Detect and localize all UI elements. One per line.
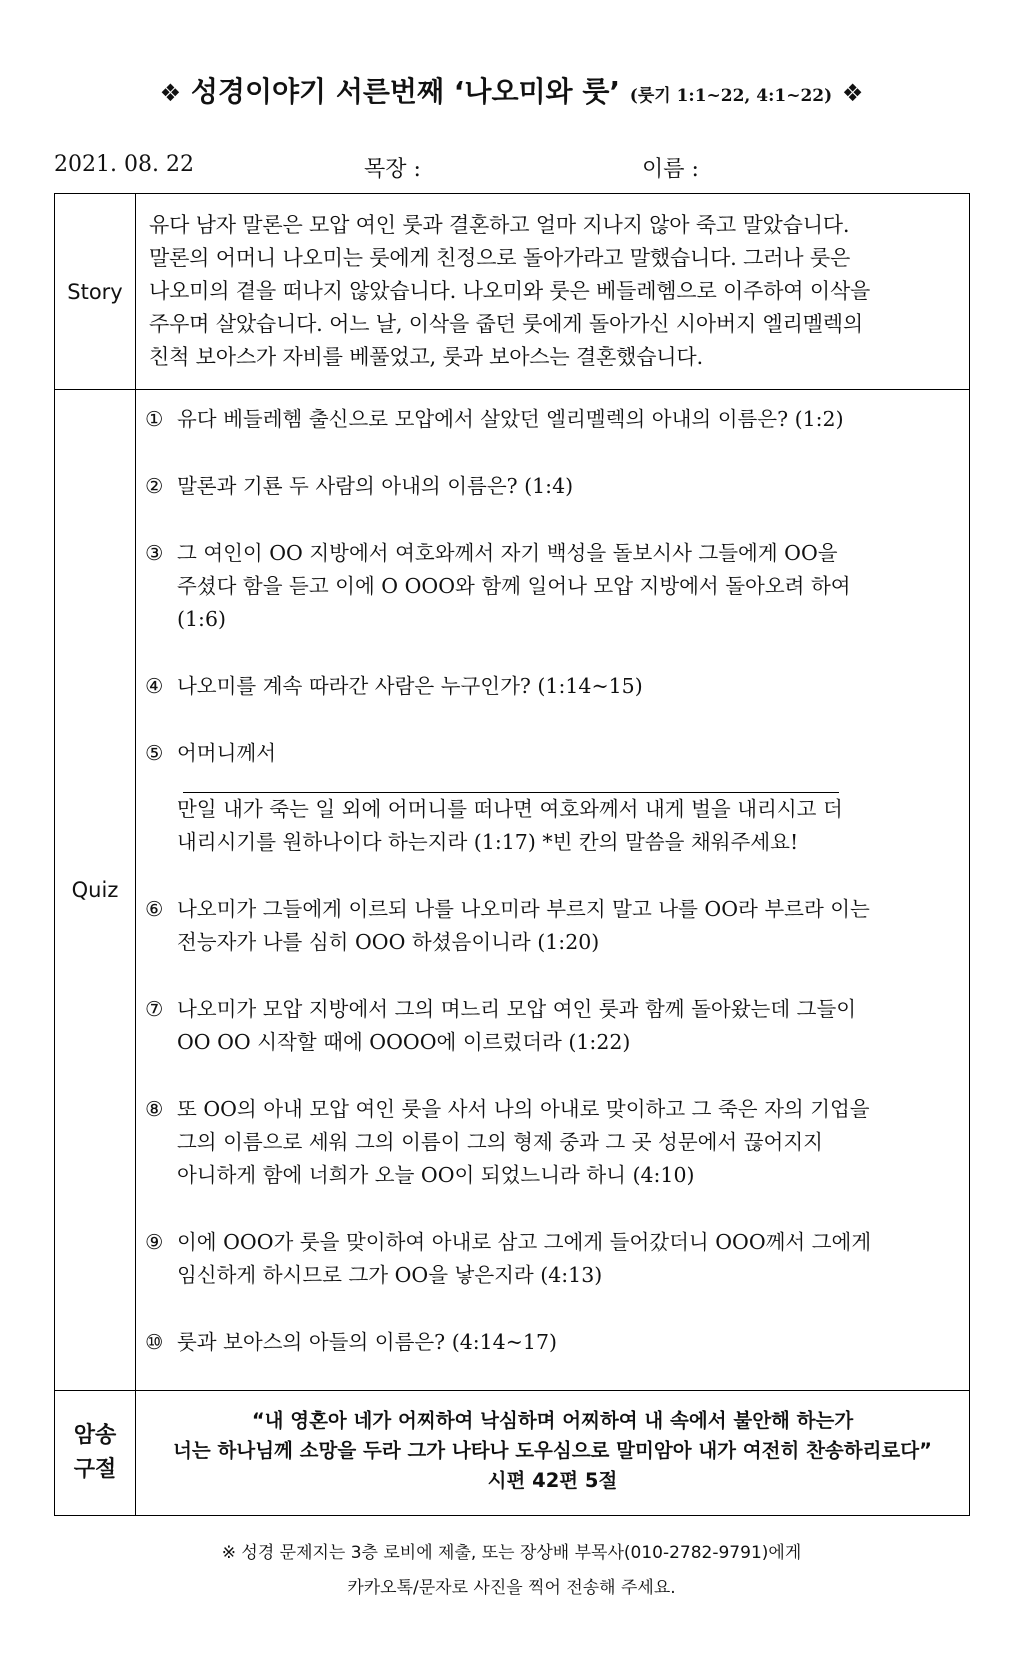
verse-line: 너는 하나님께 소망을 두라 그가 나타나 도우심으로 말미암아 내가 여전히 찬송하리로다” [173, 1439, 932, 1462]
quiz-line: 그 여인이 OO 지방에서 여호와께서 자기 백성을 돌보시사 그들에게 OO을 [177, 541, 838, 565]
diamond-icon: ❖ [159, 79, 182, 107]
quiz-item [145, 737, 958, 859]
quiz-line: 전능자가 나를 심히 OOO 하셨음이니라 (1:20) [177, 930, 600, 954]
quiz-number: ⑧ [145, 1097, 164, 1121]
quiz-item [145, 1326, 958, 1359]
date-text: 2021. 08. 22 [54, 152, 194, 177]
quiz-number: ⑥ [145, 897, 164, 921]
quiz-line: 룻과 보아스의 아들의 이름은? (4:14~17) [177, 1330, 557, 1354]
pastor-label: 목장 : [364, 157, 421, 182]
quiz-number: ⑤ [145, 741, 164, 765]
quiz-line: 아니하게 함에 너희가 오늘 OO이 되었느니라 하니 (4:10) [177, 1163, 695, 1187]
quiz-item [145, 1226, 958, 1292]
quiz-line: 주셨다 함을 듣고 이에 O OOO와 함께 일어나 모압 지방에서 돌아오려 하여 [177, 574, 851, 598]
memory-label-line: 암송 [73, 1423, 117, 1448]
memory-verse-label [55, 1391, 136, 1516]
quiz-line: 나오미를 계속 따라간 사람은 누구인가? (1:14~15) [177, 674, 643, 698]
footer-note: 카카오톡/문자로 사진을 찍어 전송해 주세요. [347, 1578, 676, 1598]
quiz-row [55, 390, 970, 1391]
quiz-line: 이에 OOO가 룻을 맞이하여 아내로 삼고 그에게 들어갔더니 OOO께서 그에게 [177, 1230, 872, 1254]
story-cell [136, 194, 970, 390]
story-line: 친척 보아스가 자비를 베풀었고, 룻과 보아스는 결혼했습니다. [149, 345, 703, 369]
quiz-line: 나오미가 그들에게 이르되 나를 나오미라 부르지 말고 나를 OO라 부르라 이는 [177, 897, 870, 921]
quiz-line: (1:6) [177, 607, 226, 631]
quiz-item [145, 1093, 958, 1192]
title-scripture-ref: (룻기 1:1~22, 4:1~22) [629, 86, 833, 106]
memory-verse-text [137, 1392, 968, 1514]
quiz-line: 만일 내가 죽는 일 외에 어머니를 떠나면 여호와께서 내게 벌을 내리시고 더 [177, 797, 843, 821]
footer-note: ※ 성경 문제지는 3층 로비에 제출, 또는 장상배 부목사(010-2782-9791)에게 [221, 1543, 802, 1563]
story-text [137, 195, 968, 388]
quiz-item [145, 670, 958, 703]
answer-blank[interactable] [183, 770, 839, 793]
name-label: 이름 : [642, 157, 699, 182]
page-title [0, 70, 1023, 110]
quiz-line: 또 OO의 아내 모압 여인 룻을 사서 나의 아내로 맞이하고 그 죽은 자의 기업을 [177, 1097, 870, 1121]
quiz-item [145, 470, 958, 503]
quiz-cell [136, 390, 970, 1391]
quiz-line: 나오미가 모압 지방에서 그의 며느리 모압 여인 룻과 함께 돌아왔는데 그들이 [177, 997, 857, 1021]
quiz-number: ⑨ [145, 1230, 164, 1254]
story-label: Story [55, 194, 136, 390]
quiz-line: 어머니께서 [177, 741, 277, 765]
story-line: 유다 남자 말론은 모압 여인 룻과 결혼하고 얼마 지나지 않아 죽고 말았습니다. [149, 213, 850, 237]
quiz-list [137, 391, 968, 1389]
quiz-line: 유다 베들레헴 출신으로 모압에서 살았던 엘리멜렉의 아내의 이름은? (1:2) [177, 407, 844, 431]
title-main: 성경이야기 서른번째 ‘나오미와 룻’ [190, 75, 621, 108]
verse-line: “내 영혼아 네가 어찌하여 낙심하며 어찌하여 내 속에서 불안해 하는가 [251, 1409, 854, 1432]
quiz-line: 그의 이름으로 세워 그의 이름이 그의 형제 중과 그 곳 성문에서 끊어지지 [177, 1130, 823, 1154]
story-line: 말론의 어머니 나오미는 룻에게 친정으로 돌아가라고 말했습니다. 그러나 룻은 [149, 246, 851, 270]
quiz-item [145, 537, 958, 636]
diamond-icon: ❖ [841, 79, 864, 107]
quiz-number: ① [145, 407, 164, 431]
memory-verse-row [55, 1391, 970, 1516]
story-line: 나오미의 곁을 떠나지 않았습니다. 나오미와 룻은 베들레헴으로 이주하여 이삭을 [149, 279, 871, 303]
worksheet-table [54, 193, 970, 1516]
quiz-line: 내리시기를 원하나이다 하는지라 (1:17) *빈 칸의 말씀을 채워주세요! [177, 830, 799, 854]
story-row [55, 194, 970, 390]
verse-reference: 시편 42편 5절 [487, 1469, 618, 1492]
quiz-number: ④ [145, 674, 164, 698]
quiz-line-with-blank [177, 737, 958, 793]
quiz-line: 임신하게 하시므로 그가 OO을 낳은지라 (4:13) [177, 1263, 603, 1287]
story-line: 주우며 살았습니다. 어느 날, 이삭을 줍던 룻에게 돌아가신 시아버지 엘리멜렉의 [149, 312, 863, 336]
quiz-item [145, 893, 958, 959]
quiz-line: OO OO 시작할 때에 OOOO에 이르렀더라 (1:22) [177, 1030, 631, 1054]
quiz-number: ② [145, 474, 164, 498]
memory-label-line: 구절 [73, 1457, 117, 1482]
quiz-number: ⑩ [145, 1330, 164, 1354]
memory-verse-cell [136, 1391, 970, 1516]
quiz-number: ③ [145, 541, 164, 565]
quiz-item [145, 993, 958, 1059]
quiz-line: 말론과 기룐 두 사람의 아내의 이름은? (1:4) [177, 474, 574, 498]
quiz-item [145, 403, 958, 436]
quiz-number: ⑦ [145, 997, 164, 1021]
quiz-label: Quiz [55, 390, 136, 1391]
